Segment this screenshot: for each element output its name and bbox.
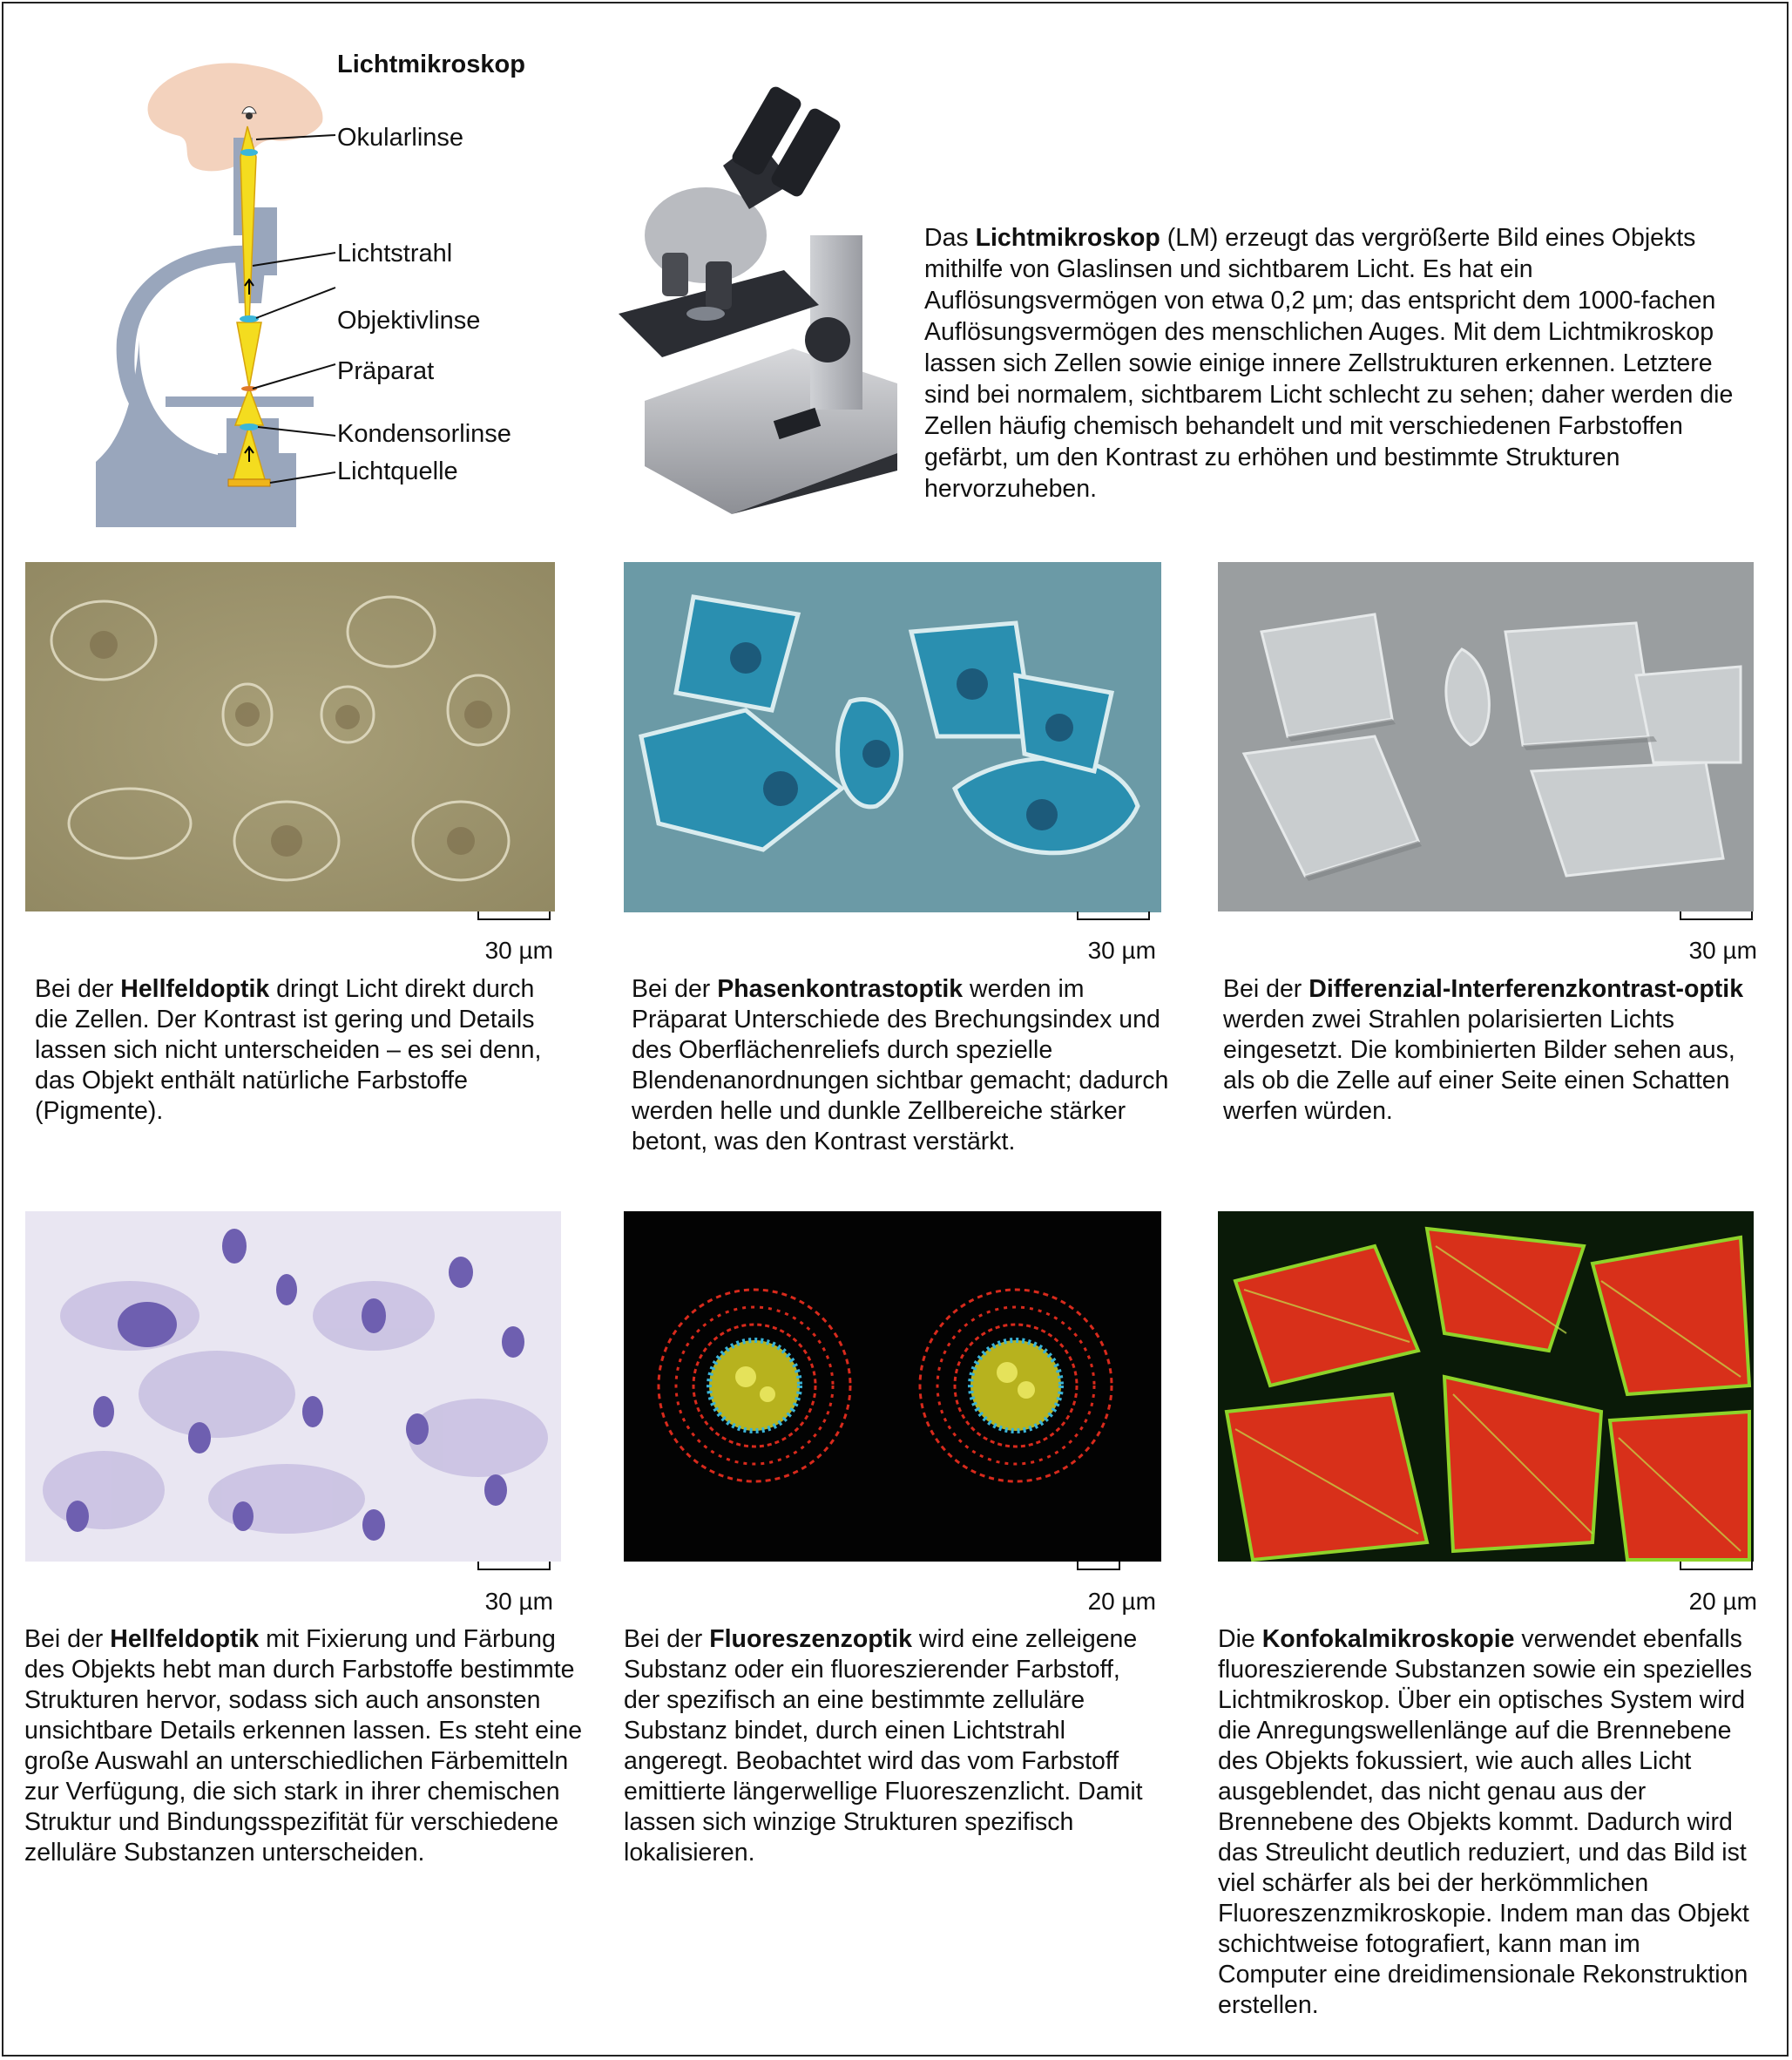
microscope-schematic [87, 52, 348, 532]
fluorescence-image [624, 1211, 1161, 1562]
stained-brightfield-image [25, 1211, 561, 1562]
intro-bold: Lichtmikroskop [975, 224, 1160, 252]
caption-bold: Differenzial-Interferenzkontrast-optik [1308, 975, 1744, 1003]
label-objective: Objektivlinse [337, 307, 481, 335]
microscope-photo [610, 70, 906, 514]
caption-bold: Hellfeldoptik [110, 1625, 260, 1653]
caption-rest: wird eine zelleigene Substanz oder ein fluoreszierender Farbstoff, der spezifisch an eine bestimmte zelluläre Substanz bindet, durch einen Lichtstrahl angeregt. Beobachtet wird das vom Farbstoff emittierte längerwellige Fluoreszenzlicht. Damit lassen sich winzige Strukturen spezifisch lokalisieren. [624, 1625, 1143, 1867]
objective-lens-shape [240, 315, 259, 322]
scale-label-1: 30 µm [484, 937, 553, 964]
microscope-body [96, 138, 314, 527]
caption-phase-contrast [632, 974, 1172, 1157]
scalebar-6 [1680, 1562, 1753, 1570]
caption-dic [1223, 974, 1755, 1127]
caption-pre: Bei der [632, 975, 718, 1003]
eye-icon [246, 112, 253, 119]
scalebar-4 [477, 1562, 551, 1570]
scale-label-3: 30 µm [1688, 937, 1757, 964]
caption-rest: werden zwei Strahlen polarisierten Lichts eingesetzt. Die kombinierten Bilder sehen aus, als ob die Zelle auf einer Seite einen Schatten werfen würden. [1223, 1006, 1735, 1125]
label-condenser: Kondensorlinse [337, 420, 511, 448]
caption-bold: Konfokalmikroskopie [1261, 1625, 1515, 1653]
intro-rest: (LM) erzeugt das vergrößerte Bild eines Objekts mithilfe von Glaslinsen und sichtbarem Licht. Es hat ein Auflösungsvermögen von etwa 0,2 µm; das entspricht dem 1000-fachen Auflösungsvermögen des menschlichen Auges. Mit dem Lichtmikroskop lassen sich Zellen sowie einige innere Zellstrukturen erkennen. Letztere sind bei normalem, sichtbarem Licht schlecht zu sehen; daher werden die Zellen häufig chemisch behandelt und mit verschiedenen Farbstoffen gefärbt, um den Kontrast zu erhöhen und bestimmte Strukturen hervorzuheben. [924, 224, 1734, 503]
light-source-shape [228, 479, 270, 486]
caption-fluorescence [624, 1624, 1160, 1868]
scale-label-6: 20 µm [1688, 1588, 1757, 1615]
intro-pre: Das [924, 224, 976, 252]
condenser-lens-shape [240, 424, 259, 430]
caption-pre: Bei der [35, 975, 121, 1003]
label-source: Lichtquelle [337, 457, 458, 485]
brightfield-image [25, 562, 555, 911]
label-specimen: Präparat [337, 357, 435, 385]
caption-rest: mit Fixierung und Färbung des Objekts hebt man durch Farbstoffe bestimmte Strukturen hervor, sodass sich auch ansonsten unsichtbare Details erkennen lassen. Es steht eine große Auswahl an unterschiedlichen Färbemitteln zur Verfügung, die sich stark in ihrer chemischen Struktur und Bindungsspezifität für verschiedene zelluläre Substanzen unterscheiden. [24, 1625, 583, 1867]
scale-label-2: 30 µm [1087, 937, 1156, 964]
scalebar-5 [1077, 1562, 1120, 1570]
scalebar-2 [1077, 911, 1150, 920]
caption-rest: verwendet ebenfalls fluoreszierende Substanzen sowie ein spezielles Lichtmikroskop. Über ein optisches System wird die Anregungswellenlänge auf die Brennebene des Objekts fokussiert, wie auch alles Licht ausgeblendet, das nicht genau aus der Brennebene des Objekts kommt. Dadurch wird das Streulicht deutlich reduziert, und das Bild ist viel schärfer als bei der herkömmlichen Fluoreszenzmikroskopie. Indem man das Objekt schichtweise fotografiert, kann man im Computer eine dreidimensionale Rekonstruktion erstellen. [1218, 1625, 1753, 2019]
dic-image [1218, 562, 1754, 911]
label-ocular: Okularlinse [337, 124, 464, 152]
diagram-title: Lichtmikroskop [337, 51, 525, 78]
caption-bold: Phasenkontrastoptik [717, 975, 964, 1003]
caption-bold: Hellfeldoptik [120, 975, 270, 1003]
caption-pre: Die [1218, 1625, 1262, 1653]
scalebar-1 [477, 911, 551, 920]
confocal-image [1218, 1211, 1754, 1562]
intro-text [924, 222, 1743, 505]
label-beam: Lichtstrahl [337, 240, 453, 268]
scale-label-5: 20 µm [1087, 1588, 1156, 1615]
caption-pre: Bei der [1223, 975, 1309, 1003]
scale-label-4: 30 µm [484, 1588, 553, 1615]
scalebar-3 [1680, 911, 1753, 920]
caption-rest: werden im Präparat Unterschiede des Brechungsindex und des Oberflächenreliefs durch spezielle Blendenanordnungen sichtbar gemacht; dadurch werden helle und dunkle Zellbereiche stärker betont, was den Kontrast verstärkt. [632, 975, 1169, 1155]
caption-pre: Bei der [24, 1625, 111, 1653]
ocular-lens-shape [240, 149, 258, 156]
phase-contrast-image [624, 562, 1161, 912]
caption-pre: Bei der [624, 1625, 710, 1653]
caption-bold: Fluoreszenzoptik [709, 1625, 913, 1653]
caption-confocal [1218, 1624, 1754, 2021]
caption-stained-brightfield [24, 1624, 591, 1868]
caption-rest: dringt Licht direkt durch die Zellen. Der Kontrast ist gering und Details lassen sich nicht unterscheiden – es sei denn, das Objekt enthält natürliche Farbstoffe (Pigmente). [35, 975, 542, 1125]
focus-knob [805, 317, 850, 363]
caption-brightfield [35, 974, 558, 1127]
